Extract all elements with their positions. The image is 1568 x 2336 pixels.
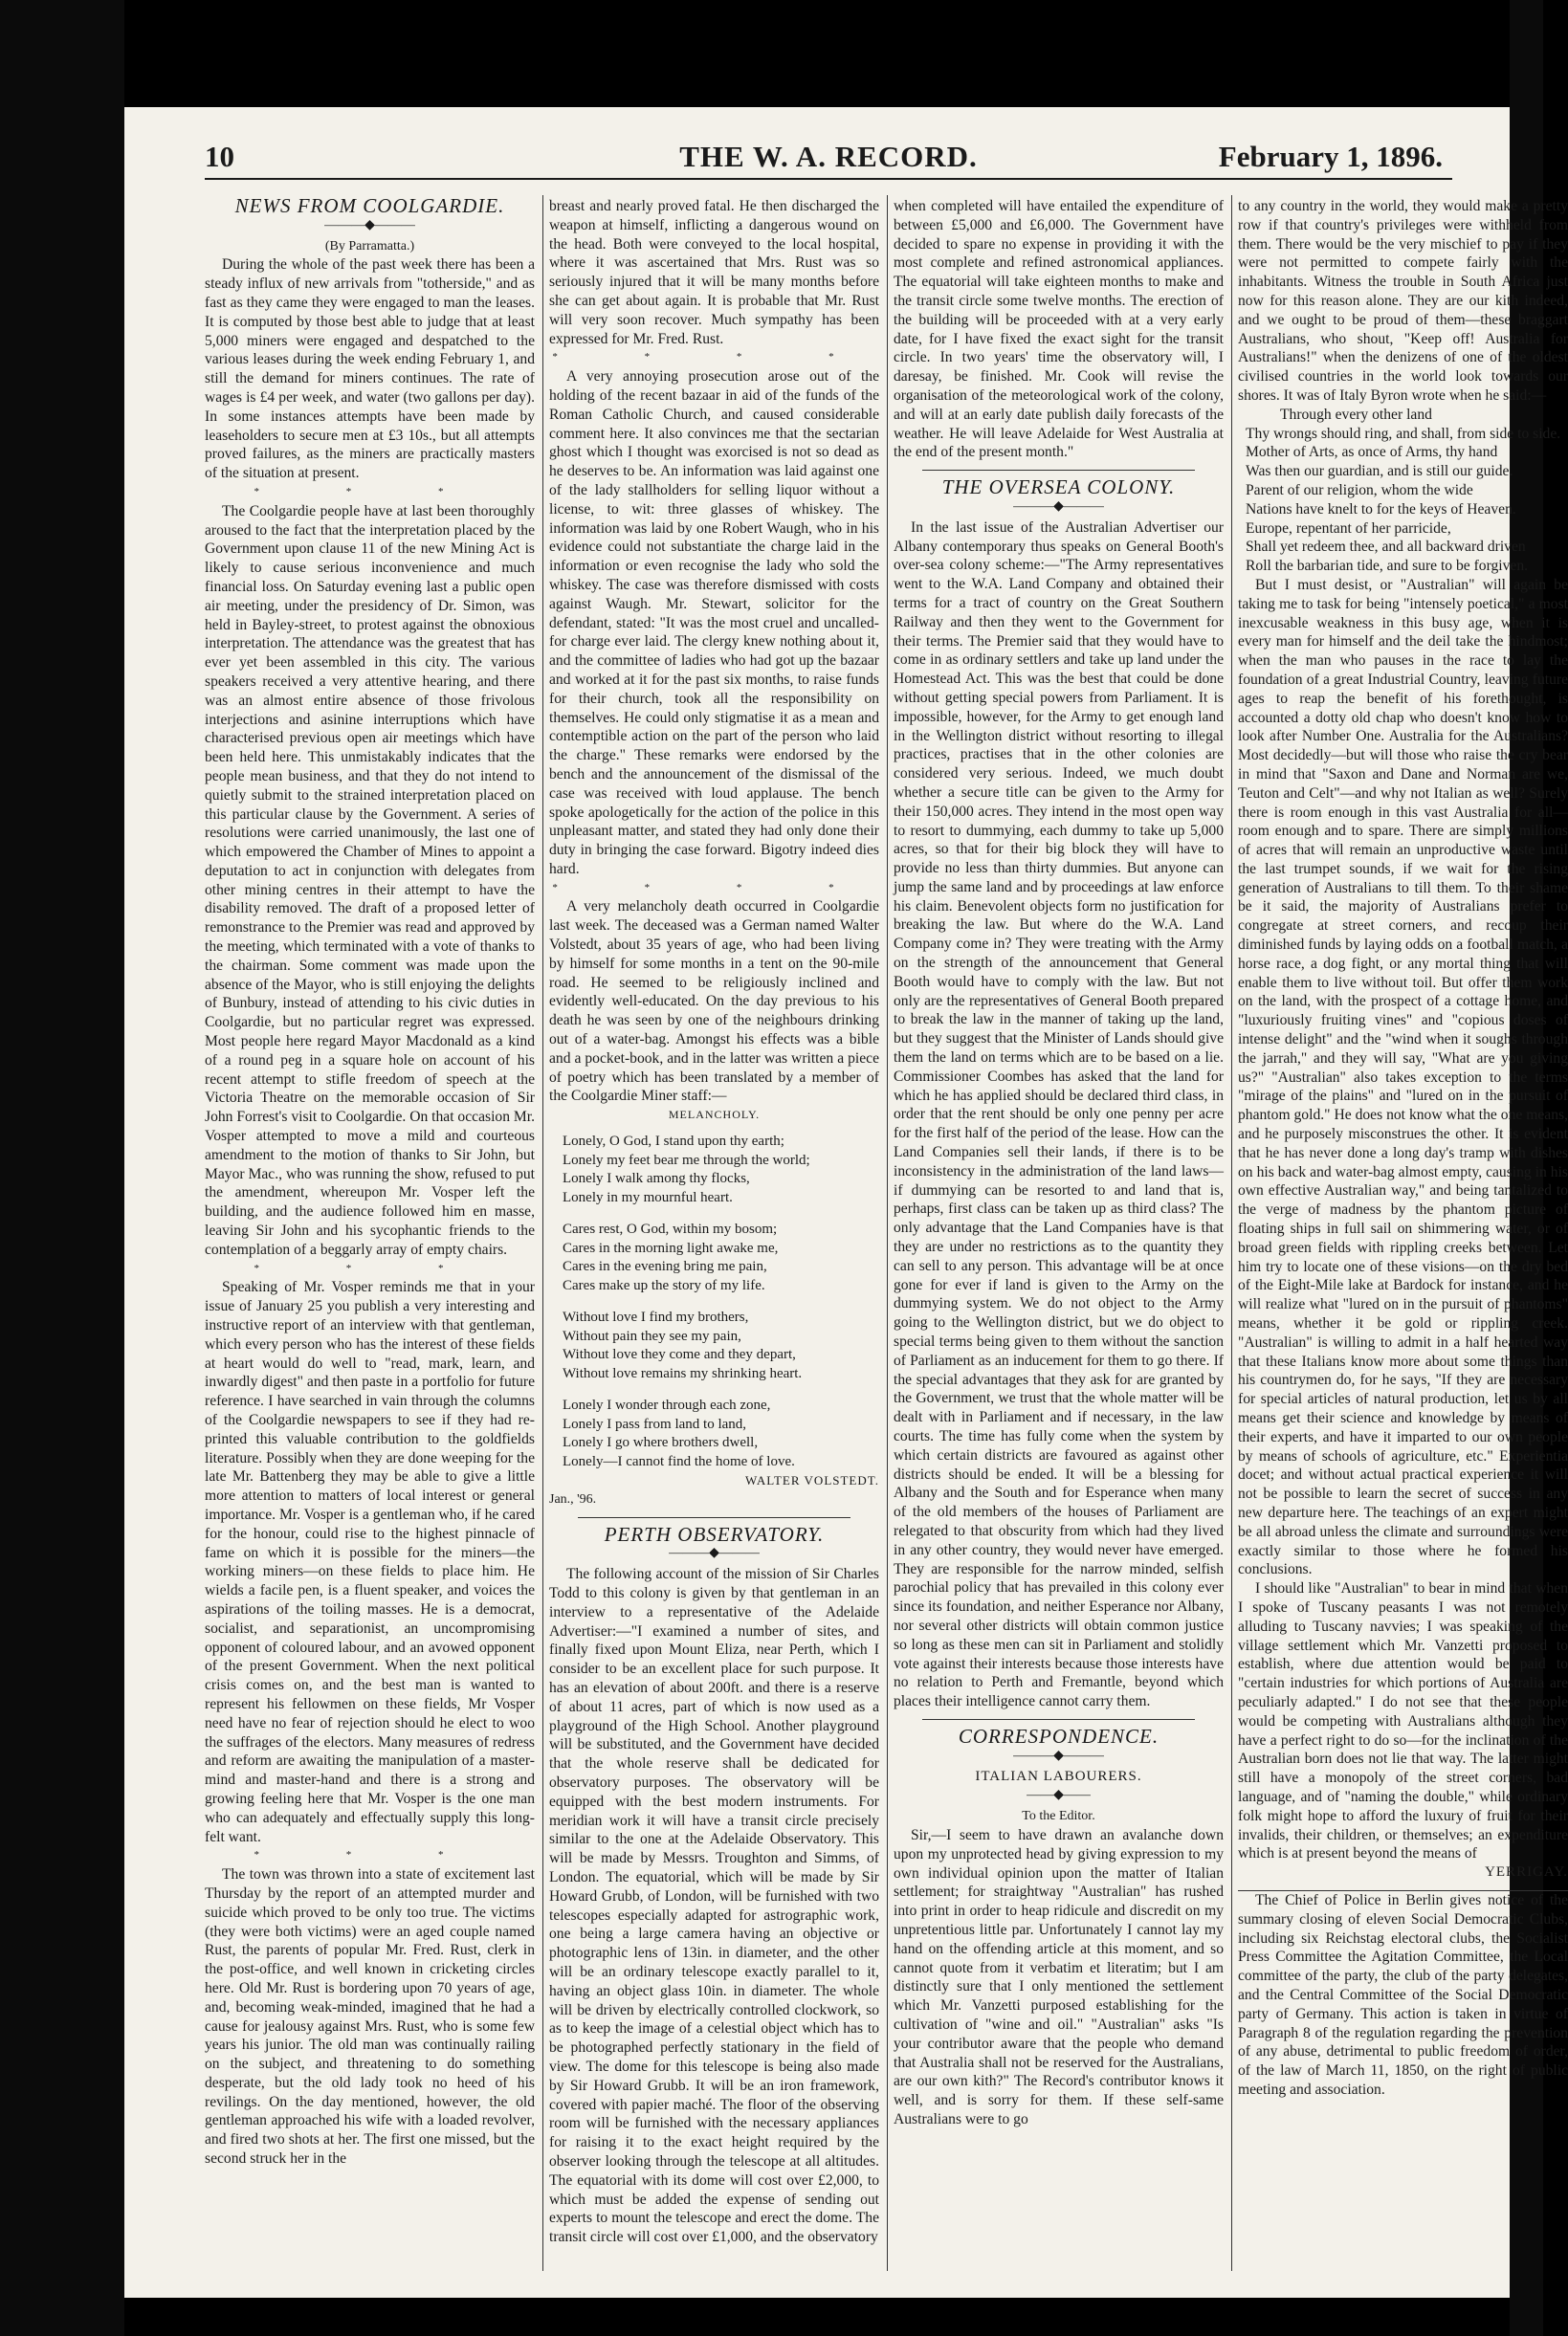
newspaper-page	[124, 107, 1568, 2298]
column-rule	[542, 195, 543, 2271]
newspaper-title: THE W. A. RECORD.	[679, 140, 978, 173]
poem-date: Jan., '96.	[549, 1491, 597, 1507]
poem-line: Lonely I wonder through each zone,	[563, 1398, 771, 1414]
poem-line: Without love remains my shrinking heart.	[563, 1365, 803, 1381]
paragraph: The Coolgardie people have at last been thoroughly aroused to the fact that the interpretation placed by the Government upon clause 11 of the new Mining Act is likely to cause serious inconvenience and much financial loss. On Saturday evening last a public open air meeting, under the presidency of Dr. Simon, was held in Bayley-street, to protest against the obnoxious interpretation. The attendance was the greatest that has ever yet been assembled in this city. The various speakers received a very attentive hearing, and there was an almost entire absence of those frivolous interjections and asinine interruptions which have characterised previous open air meetings which have been held here. This unmistakably indicates that the people mean business, and that they do not intend to quietly submit to the strained interpretation placed on this particular clause by the Government. A series of resolutions were carried unanimously, the last one of which empowered the Chamber of Mines to appoint a deputation to act in conjunction with delegates from other mining centres in their attempt to have the disability removed. The draft of a proposed letter of remonstrance to the Premier was read and approved by the meeting, which terminated with a vote of thanks to the chairman. Some comment was made upon the absence of the Mayor, who is still enjoying the delights of Bunbury, instead of attending to his civic duties in Coolgardie, but no particular regret was expressed. Most people here regard Mayor Macdonald as a kind of a round peg in a square hole on account of his recent attempt to stifle freedom of speech at the Victoria Theatre on the memorable occasion of Sir John Forrest's visit to Coolgardie. On that occasion Mr. Vosper attempted to move a mild and courteous amendment to the motion of thanks to Sir John, but Mayor Mac., who was running the show, refused to put the amendment, whereupon Mr. Vosper left the building, and the audience followed him en masse, leaving Sir John and his sycophantic friends to the contemplation of a beggarly array of empty chairs.	[205, 502, 535, 1258]
poem-line: Lonely my feet bear me through the world;	[563, 1152, 810, 1168]
paragraph: In the last issue of the Australian Advertiser our Albany contemporary thus speaks on General Booth's over-sea colony scheme:—"The Army representatives went to the W.A. Land Company and obtained their terms for a tract of country on the Great Southern Railway and then they went to the Government for their terms. The Premier said that they would have to come in as ordinary settlers and take up land under the Homestead Act. This was the best that could be done without getting special powers from Parliament. It is impossible, however, for the Army to get enough land in the Wellington district without resorting to illegal practices, practises that in the other colonies are considered very serious. Indeed, we much doubt whether a secure title can be given to the Army for their 150,000 acres. They intend in the most open way to resort to dummying, each dummy to take up 5,000 acres, so that for their big block they will have to provide no less than thirty dummies. But anyone can jump the same land and by proceedings at law enforce his claim. Benevolent objects form no justification for breaking the law. But where do the W.A. Land Company come in? They were treating with the Army on the strength of the announcement that General Booth would have to comply with the law. But not only are the representatives of General Booth prepared to break the law in the manner of taking up the land, but they suggest that the Minister of Lands should give them the land on terms which are to be based on a lie. Commissioner Coombes has asked that the land for which he has applied should be declared third class, in order that the rent should be only one penny per acre for the first half of the period of the lease. How can the Land Companies sell their lands, if there is to be inconsistency in the administration of the land laws—if dummying can be resorted to and land that is, perhaps, first class can be taken up as third class? The only advantage that the Land Companies have is that they are under no restrictions as to the quantity they can sell to any person. This advantage will be at once gone for ever if land is given to the Army on the dummying system. We do not object to the Army going to the Wellington district, but we do object to special terms being given to them without the sanction of Parliament as an inducement for them to go there. If the special advantages that they ask for are granted by the Government, we trust that the whole matter will be dealt with in Parliament and if necessary, in the law courts. The time has fully come when the system by which certain districts are favoured as against other districts should be ended. It will be a blessing for Albany and the South and for Esperance when many of the old members of the houses of Parliament are relegated to that obscurity from which had they lived in any other country, they would never have emerged. They are responsible for the narrow minded, selfish parochial policy that has prevailed in this colony ever since its foundation, and neither Esperance nor Albany, nor several other districts will obtain common justice so long as these men can sit in Parliament and stolidly vote against their interests because those interests have no relation to Perth and Fremantle, beyond which places their intelligence cannot carry them.	[894, 518, 1224, 1710]
poem-line: Cares in the morning light awake me,	[563, 1240, 779, 1256]
column-1	[205, 194, 535, 2268]
poem-line: Lonely, O God, I stand upon thy earth;	[563, 1134, 784, 1150]
paragraph: when completed will have entailed the expenditure of between £5,000 and £6,000. The Government have decided to spare no expense in providing it with the most complete and refined astronomical appliances. The equatorial will take eighteen months to make and the transit circle some twelve months. The erection of the building will be proceeded with at a very early date, for I have fixed the exact sight for the transit circle. In two years' time the observatory will, I daresay, be finished. Mr. Cook will revise the organisation of the meteorological work of the colony, and will at an early date publish daily forecasts of the weather. He will leave Adelaide for West Australia at the end of the present month."	[894, 198, 1224, 461]
verse-line: Mother of Arts, as once of Arms, thy hand	[1246, 444, 1498, 461]
paragraph: breast and nearly proved fatal. He then discharged the weapon at himself, inflicting a dangerous wound on the head. Both were conveyed to the local hospital, where it was ascertained that Mrs. Rust was so seriously injured that it will be many months before she can get about again. It is probable that Mr. Rust will very soon recover. Much sympathy has been expressed for Mr. Fred. Rust.	[549, 198, 879, 347]
divider-ornament: ———◆———	[1013, 498, 1104, 514]
paragraph: The Chief of Police in Berlin gives notice of the summary closing of eleven Social Democratic Clubs, including six Reichstag electoral clubs, the Socialist Press Committee the Agitation Committee, the Local committee of the party, the club of the party delegates, and the Central Committee of the Social Democratic party of Germany. This action is taken in virtue of Paragraph 8 of the regulation regarding the prevention of any abuse, detrimental to public freedom of order, of the law of March 11, 1850, on the right of public meeting and association.	[1238, 1891, 1568, 2098]
column-3	[894, 197, 1224, 2268]
poem-line: Lonely—I cannot find the home of love.	[563, 1453, 795, 1469]
issue-date: February 1, 1896.	[1218, 140, 1443, 173]
verse-line: Through every other land	[1280, 406, 1432, 423]
divider-ornament: ———◆———	[1013, 1748, 1104, 1763]
verse-line: Thy wrongs should ring, and shall, from side to side.	[1246, 425, 1561, 442]
article-rule	[922, 1719, 1195, 1720]
poem-line: Without love they come and they depart,	[563, 1347, 796, 1363]
poem	[563, 1133, 879, 1471]
paragraph: The town was thrown into a state of excitement last Thursday by the report of an attempted murder and suicide which proved to be only too true. The victims (they were both victims) were an aged couple named Rust, the parents of popular Mr. Fred. Rust, clerk in the post-office, and well known in cricketing circles here. Old Mr. Rust is bordering upon 70 years of age, and, becoming weak-minded, imagined that he had a cause for jealousy against Mrs. Rust, who is some few years his junior. The old man was continually railing on the subject, and threatening to do something desperate, but the old lady took no heed of his revilings. On the day mentioned, however, the old gentleman approached his wife with a loaded revolver, and fired two shots at her. The first one missed, but the second struck her in the	[205, 1866, 535, 2168]
column-4	[1238, 197, 1568, 2268]
verse-line: Was then our guardian, and is still our guide.	[1246, 463, 1513, 480]
poem-line: Lonely in my mournful heart.	[563, 1189, 733, 1205]
poem-line: Cares make up the story of my life.	[563, 1277, 765, 1293]
article-rule	[922, 470, 1195, 471]
poem-line: Without pain they see my pain,	[563, 1328, 741, 1344]
section-break: * * *	[254, 485, 486, 497]
paragraph: The following account of the mission of Sir Charles Todd to this colony is given by that gentleman in an interview to a representative of the Adelaide Advertiser:—"I examined a number of sites, and finally fixed upon Mount Eliza, near Perth, which I consider to be an excellent place for such purpose. It has an elevation of about 200ft. and there is a reserve of about 11 acres, part of which is now used as a playground of the High School. Another playground will be substituted, and the Government have decided that the whole reserve shall be dedicated for observatory purposes. The observatory will be equipped with the best modern instruments. For meridian work it will have a transit circle precisely similar to the one at the Adelaide Observatory. This will be made by Messrs. Troughton and Simms, of London. The equatorial, which will be made by Sir Howard Grubb, of London, will be furnished with two telescopes especially adapted for astrographic work, one being a large camera having an objective or photographic lens of 13in. in diameter, and the other will be an ordinary telescope exactly parallel to it, having an object glass 10in. in diameter. The whole will be driven by electrically controlled clockwork, so as to keep the image of a celestial object which has to be photographed perfectly stationary in the field of view. The dome for this telescope is being also made by Sir Howard Grubb. It will be an iron framework, covered with papier maché. The floor of the observing room will be furnished with the necessary appliances for raising it to the exact height required by the observer looking through the telescope at all altitudes. The equatorial with its dome will cost over £2,000, to which must be added the expense of sending out experts to mount the telescope and erect the dome. The transit circle will cost over £1,000, and the observatory	[549, 1566, 879, 2246]
divider-ornament: ———◆———	[324, 217, 415, 232]
masthead	[205, 126, 1452, 180]
poem-line: Cares rest, O God, within my bosom;	[563, 1222, 778, 1238]
verse-line: Nations have knelt to for the keys of Heaven.	[1246, 500, 1516, 518]
poem-author: WALTER VOLSTEDT.	[745, 1473, 879, 1488]
byline: (By Parramatta.)	[324, 238, 415, 253]
section-break: * * * *	[552, 351, 876, 364]
left-scan-border	[0, 0, 124, 2336]
article-heading-oversea: THE OVERSEA COLONY.	[941, 475, 1176, 499]
article-heading-observatory: PERTH OBSERVATORY.	[604, 1522, 825, 1546]
verse-line: Europe, repentant of her parricide,	[1246, 519, 1451, 537]
paragraph: to any country in the world, they would make a pretty row if that country's privileges were withheld from them. There would be the very mischief to pay if they were not permitted to compete fairly with the inhabitants. Witness the trouble in South Africa just now for this reason alone. They are our kith indeed, and we ought to be proud of them—these braggart Australians, who shout, "Keep off! Australia for Australians!" when the denizens of one of the oldest civilised countries in the world look towards our shores. It was of Italy Byron wrote when he said:—	[1238, 198, 1568, 404]
verse-line: Roll the barbarian tide, and sure to be forgiven.	[1246, 558, 1529, 575]
verse-quotation	[1238, 406, 1568, 576]
poem-line: Lonely I go where brothers dwell,	[563, 1435, 759, 1451]
poem-line: Cares in the evening bring me pain,	[563, 1259, 767, 1275]
paragraph: Sir,—I seem to have drawn an avalanche down upon my unprotected head by giving expression to my own individual opinion upon the matter of Italian settlement; for straightway "Australian" has rushed into print in order to heap ridicule and discredit on my unpretentious little par. Unfortunately I cannot lay my hand on the offending article at this moment, and so cannot quote from it verbatim et literatim; but I am distinctly sure that I only mentioned the settlement which Mr. Vanzetti purposed establishing for the cultivation of "wine and oil." "Australian" asks "Is your contributor aware that the people who demand that Australia shall not be reserved for the Australians, are our own kith?" The Record's contributor knows it well, and is sorry for them. If these self-same Australians were to go	[894, 1826, 1224, 2127]
poem-line: Without love I find my brothers,	[563, 1310, 749, 1326]
page-number: 10	[205, 140, 234, 173]
paragraph: A very melancholy death occurred in Coolgardie last week. The deceased was a German named Walter Volstedt, about 35 years of age, who had been living by himself for some months in a tent on the 90-mile road. He seemed to be religiously inclined and evidently well-educated. On the day previous to his death he was seen by one of the neighbours drinking out of a water-bag. Amongst his effects was a bible and a pocket-book, and in the latter was written a piece of poetry which has been translated by a member of the Coolgardie Miner staff:—	[549, 898, 879, 1105]
article-heading-correspondence: CORRESPONDENCE.	[958, 1724, 1159, 1748]
verse-line: Shall yet redeem thee, and all backward driven	[1246, 539, 1526, 556]
paragraph: Speaking of Mr. Vosper reminds me that in your issue of January 25 you publish a very interesting and instructive report of an interview with that gentleman, which every person who has the interest of these fields at heart would do well to "read, mark, learn, and inwardly digest" and then paste in a portfolio for future reference. I have searched in vain through the columns of the Coolgardie newspapers to see if they had re-printed this valuable contribution to the goldfields literature. Possibly when they are done weeping for the late Mr. Battenberg they may be able to give a little more attention to matters of local interest or general importance. Mr. Vosper is a gentleman who, if he cared for the honour, could rise to the highest pinnacle of fame on which it is possible for the miners—the working miners—on these fields to place him. He wields a facile pen, is a fluent speaker, and voices the aspirations of the toiling masses. He is a democrat, socialist, and separationist, an uncompromising opponent of coloured labour, and an avowed opponent of the present Government. When the next political crisis comes on, and the best man is wanted to represent his fellowmen on these fields, Mr Vosper need have no fear of rejection should he elect to woo the suffrages of the electors. Many measures of redress and reform are awaiting the manipulation of a master-mind and master-hand and there is a strong and growing feeling here that Mr. Vosper is the one man who can adequately and effectually supply this long-felt want.	[205, 1279, 535, 1845]
poem-title: MELANCHOLY.	[668, 1108, 761, 1122]
column-rule	[1231, 195, 1232, 2271]
section-break: * * *	[254, 1262, 486, 1274]
letter-signature: YERRIGAY.	[1238, 1863, 1568, 1891]
poem-line: Lonely I walk among thy flocks,	[563, 1171, 750, 1187]
paragraph: A very annoying prosecution arose out of the holding of the recent bazaar in aid of the funds of the Roman Catholic Church, and caused considerable comment here. It also convinces me that the sectarian ghost which I thought was exorcised is not so dead as he deserves to be. An information was laid against one of the lady stallholders for selling liquor without a license, to wit: three glasses of whiskey. The information was laid by one Robert Waugh, who in his evidence could not substantiate the charge laid in the information or even recognise the lady who sold the whiskey. The case was therefore dismissed with costs against Waugh. Mr. Stewart, solicitor for the defendant, stated: "It was the most cruel and uncalled-for charge ever laid. The clergy knew nothing about it, and the committee of ladies who had got up the bazaar and worked at it for the past six months, to raise funds for their church, took all the responsibility on themselves. He could only stigmatise it as a mean and contemptible action on the part of the person who laid the charge." These remarks were endorsed by the bench and the announcement of the dismissal of the case was received with loud applause. The bench spoke apologetically for the action of the police in this unpleasant matter, and stated they had only done their duty in bringing the case forward. Bigotry indeed dies hard.	[549, 368, 879, 877]
divider-ornament: ——◆——	[1027, 1788, 1091, 1803]
section-break: * * * *	[552, 881, 876, 893]
column-2	[549, 197, 879, 2268]
section-break: * * *	[254, 1849, 486, 1862]
article-heading-coolgardie: NEWS FROM COOLGARDIE.	[234, 194, 505, 217]
poem-line: Lonely I pass from land to land,	[563, 1416, 747, 1432]
article-rule	[578, 1517, 850, 1518]
column-rule	[887, 195, 888, 2271]
letter-subheading: ITALIAN LABOURERS.	[975, 1768, 1142, 1784]
letter-salutation: To the Editor.	[1022, 1809, 1095, 1824]
paragraph: During the whole of the past week there has been a steady influx of new arrivals from "totherside," and as fast as they came they were engaged to man the leases. It is computed by those best able to judge that at least 5,000 miners were engaged and despatched to the various leases during the week ending February 1, and still the demand for miners continues. The rate of wages is £4 per week, and water (two gallons per day). In some instances attempts have been made by leaseholders to secure men at £3 10s., but all attempts proved failures, as the miners are practically masters of the situation at present.	[205, 256, 535, 482]
verse-line: Parent of our religion, whom the wide	[1246, 481, 1473, 498]
paragraph: But I must desist, or "Australian" will again be taking me to task for being "intensely poetical," a most inexcusable weakness in this busy age, when it is every man for himself and the deil take the hindmost; when the man who pauses in the race to lay the foundation of a great Industrial Country, leaving future ages to reap the benefit of his forethought, is accounted a dotty old chap who doesn't know how to look after Number One. Australia for the Australians? Most decidedly—but will those who raise the cry bear in mind that "Saxon and Dane and Norman are we, Teuton and Celt"—and why not Italian as well? Surely there is room enough in this vast Australia for all—room enough and to spare. There are simply millions of acres that will remain an unproductive waste until the last trumpet sounds, if we wait for the rising generation of Australians to till them. To their shame be it said, the majority of Australians prefer to congregate at street corners, and recoup their diminished funds by laying odds on a football match, a horse race, a dog fight, or any mortal thing that will enable them to live without toil. But offer them work on the land, with the prospect of a cottage home, and "luxuriously fruiting vines" and "copious doses of intense delight" and the "wind when it soughs through the jarrah," and they will say, "What are you giving us?" "Australian" also takes exception to the terms "mirage of the plains" and "lured on in the pursuit of phantom gold." He does not know what the one means, and he purposely misconstrues the other. It is evident that he has never done a long day's tramp with dishes on his back and water-bag almost empty, causing in his own effective Australian way," and being tantalized to the verge of madness by the phantom picture of floating ships in full sail on shimmering water, or of broad green fields with rippling creeks between. Let him try to locate one of these visions—on the dry bed of the Eight-Mile lake at Bardock for instance, and he will realize what "lured on in the pursuit of phantoms" means, whether it be gold or rippling creek. "Australian" is willing to admit in a half hearted way that these Italians know more about some things than his countrymen do, for he says, "If they are necessary for special articles of natural production, let us by all means get their science and knowledge by means of their experts, and have it imparted to our own people by means of schools of agriculture, etc." Experientia docet; and without actual practical experience it will not be possible to learn the secret of success in any new departure here. The teachings of an expert might be all abroad unless the climate and surroundings were exactly similar to those where he formed his conclusions.	[1238, 576, 1568, 1578]
paragraph: I should like "Australian" to bear in mind that when I spoke of Tuscany peasants I was not remotely alluding to Tuscany navvies; I was speaking of the village settlement which Mr. Vanzetti proposed to establish, where due attention would be paid to "certain industries for which portions of Australia are peculiarly adapted." I do not see that these people would be competing with Australians although they have a perfect right to do so—for the inclination of the Australian born does not lie that way. The latter might still have a monopoly of the street corners, bad language, and of "naming the double," while ordinary folk might hope to afford the luxury of fruit for their invalids, their children, or themselves; an expenditure which is at present beyond the means of	[1238, 1580, 1568, 1862]
divider-ornament: ———◆———	[669, 1546, 760, 1561]
